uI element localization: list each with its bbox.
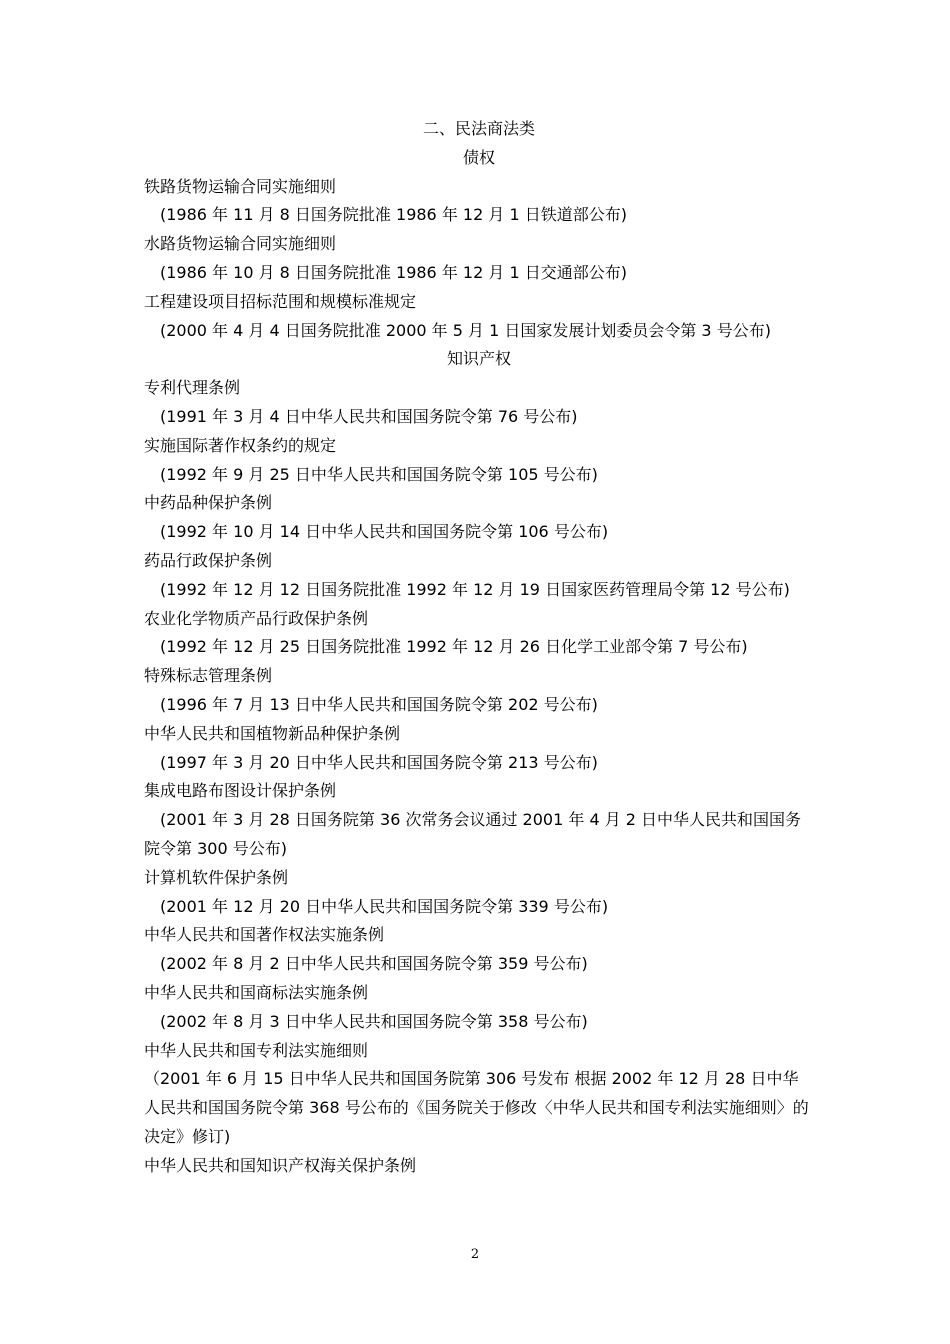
regulation-note: (2002 年 8 月 3 日中华人民共和国国务院令第 358 号公布) [160, 1011, 588, 1031]
regulation-title: 农业化学物质产品行政保护条例 [144, 608, 369, 628]
regulation-title: 中华人民共和国商标法实施条例 [144, 982, 369, 1002]
regulation-note: (1986 年 10 月 8 日国务院批准 1986 年 12 月 1 日交通部公布) [160, 262, 627, 282]
regulation-note: (1986 年 11 月 8 日国务院批准 1986 年 12 月 1 日铁道部公布) [160, 205, 627, 225]
document-body [144, 115, 814, 1180]
subsection-title-debt: 债权 [462, 147, 495, 167]
regulation-note: （2001 年 6 月 15 日中华人民共和国国务院第 306 号发布 根据 2002 年 12 月 28 日中华人民共和国国务院令第 368 号公布的《国务院关于修改〈中华人民共和国专利法实施细则〉的决定》修订) [144, 1069, 809, 1146]
page-number: 2 [470, 1247, 480, 1262]
regulation-note: (1992 年 12 月 25 日国务院批准 1992 年 12 月 26 日化学工业部令第 7 号公布) [160, 637, 748, 657]
regulation-note: (2001 年 3 月 28 日国务院第 36 次常务会议通过 2001 年 4 月 2 日中华人民共和国国务院令第 300 号公布) [144, 810, 802, 858]
regulation-title: 铁路货物运输合同实施细则 [144, 176, 337, 196]
regulation-title: 实施国际著作权条约的规定 [144, 435, 337, 455]
regulation-note: (2002 年 8 月 2 日中华人民共和国国务院令第 359 号公布) [160, 954, 588, 974]
regulation-note: (2001 年 12 月 20 日中华人民共和国国务院令第 339 号公布) [160, 896, 609, 916]
regulation-title: 中药品种保护条例 [144, 493, 273, 513]
regulation-title: 中华人民共和国植物新品种保护条例 [144, 723, 401, 743]
regulation-note: (1996 年 7 月 13 日中华人民共和国国务院令第 202 号公布) [160, 694, 598, 714]
regulation-title: 集成电路布图设计保护条例 [144, 781, 337, 801]
regulation-title: 中华人民共和国知识产权海关保护条例 [144, 1155, 417, 1175]
regulation-title: 计算机软件保护条例 [144, 867, 289, 887]
subsection-title-ip: 知识产权 [446, 349, 511, 369]
regulation-title: 专利代理条例 [144, 378, 241, 398]
regulation-title: 特殊标志管理条例 [144, 666, 273, 686]
regulation-note: (1992 年 12 月 12 日国务院批准 1992 年 12 月 19 日国家医药管理局令第 12 号公布) [160, 579, 790, 599]
section-title: 二、民法商法类 [422, 119, 535, 138]
regulation-title: 水路货物运输合同实施细则 [144, 234, 337, 254]
regulation-title: 工程建设项目招标范围和规模标准规定 [144, 291, 417, 311]
regulation-title: 中华人民共和国著作权法实施条例 [144, 925, 385, 945]
regulation-note: (1991 年 3 月 4 日中华人民共和国国务院令第 76 号公布) [160, 406, 578, 426]
regulation-title: 药品行政保护条例 [144, 550, 273, 570]
regulation-note: (1997 年 3 月 20 日中华人民共和国国务院令第 213 号公布) [160, 752, 598, 772]
regulation-title: 中华人民共和国专利法实施细则 [144, 1040, 369, 1060]
regulation-note: (1992 年 10 月 14 日中华人民共和国国务院令第 106 号公布) [160, 522, 609, 542]
regulation-note: (2000 年 4 月 4 日国务院批准 2000 年 5 月 1 日国家发展计划委员会令第 3 号公布) [160, 320, 771, 340]
regulation-note: (1992 年 9 月 25 日中华人民共和国国务院令第 105 号公布) [160, 464, 598, 484]
